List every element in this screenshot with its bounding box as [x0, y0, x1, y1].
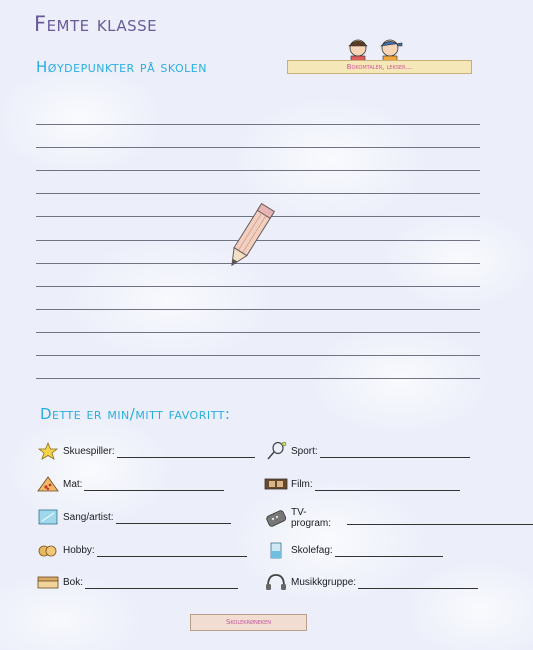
favorite-label: Sang/artist:	[63, 511, 114, 523]
tennis-racket-icon	[264, 441, 288, 461]
footer-banner: Skolekrøneken	[190, 614, 307, 631]
section-title: Høydepunkter på skolen	[36, 58, 207, 76]
favorite-label: TV-program:	[291, 507, 332, 529]
favorite-answer-line[interactable]	[320, 445, 470, 458]
favorite-answer-line[interactable]	[84, 478, 224, 491]
favorite-answer-line[interactable]	[315, 478, 460, 491]
favorite-row	[264, 540, 443, 560]
favorite-row	[36, 507, 231, 527]
favorite-label: Skuespiller:	[63, 445, 115, 457]
favorite-answer-line[interactable]	[116, 511, 231, 524]
favorite-label: Film:	[291, 478, 313, 490]
writing-line[interactable]	[36, 333, 480, 356]
favorite-row	[36, 474, 224, 494]
writing-line[interactable]	[36, 171, 480, 194]
favorite-row	[264, 441, 470, 461]
favorites-title: Dette er min/mitt favoritt:	[40, 405, 231, 423]
favorite-row	[36, 441, 255, 461]
favorite-row	[264, 474, 460, 494]
writing-line[interactable]	[36, 125, 480, 148]
headphones-icon	[264, 572, 288, 592]
writing-line[interactable]	[36, 287, 480, 310]
coins-icon	[36, 540, 60, 560]
remote-control-icon	[264, 508, 288, 528]
writing-line[interactable]	[36, 148, 480, 171]
favorite-label: Hobby:	[63, 544, 95, 556]
favorite-answer-line[interactable]	[117, 445, 255, 458]
page-title: Femte klasse	[34, 12, 158, 36]
favorite-answer-line[interactable]	[97, 544, 247, 557]
beaker-icon	[264, 540, 288, 560]
favorite-label: Bok:	[63, 576, 84, 588]
star-icon	[36, 441, 60, 461]
cd-case-icon	[36, 507, 60, 527]
writing-line[interactable]	[36, 356, 480, 379]
favorite-answer-line[interactable]	[358, 576, 478, 589]
pizza-icon	[36, 474, 60, 494]
favorite-answer-line[interactable]	[335, 544, 443, 557]
book-icon	[36, 572, 60, 592]
writing-line[interactable]	[36, 102, 480, 125]
favorite-row	[36, 572, 238, 592]
favorite-label: Skolefag:	[291, 544, 333, 556]
writing-line[interactable]	[36, 310, 480, 333]
ribbon-banner: Bokomtaler, lekser...	[287, 60, 472, 74]
pencil-icon	[220, 200, 278, 274]
favorite-label: Sport:	[291, 445, 318, 457]
favorite-answer-line[interactable]	[85, 576, 238, 589]
favorite-row	[36, 540, 247, 560]
favorite-row	[264, 572, 478, 592]
favorite-label: Mat:	[63, 478, 83, 490]
favorite-answer-line[interactable]	[347, 512, 533, 525]
favorite-label: Musikkgruppe:	[291, 576, 357, 588]
favorite-row	[264, 507, 533, 529]
film-strip-icon	[264, 474, 288, 494]
